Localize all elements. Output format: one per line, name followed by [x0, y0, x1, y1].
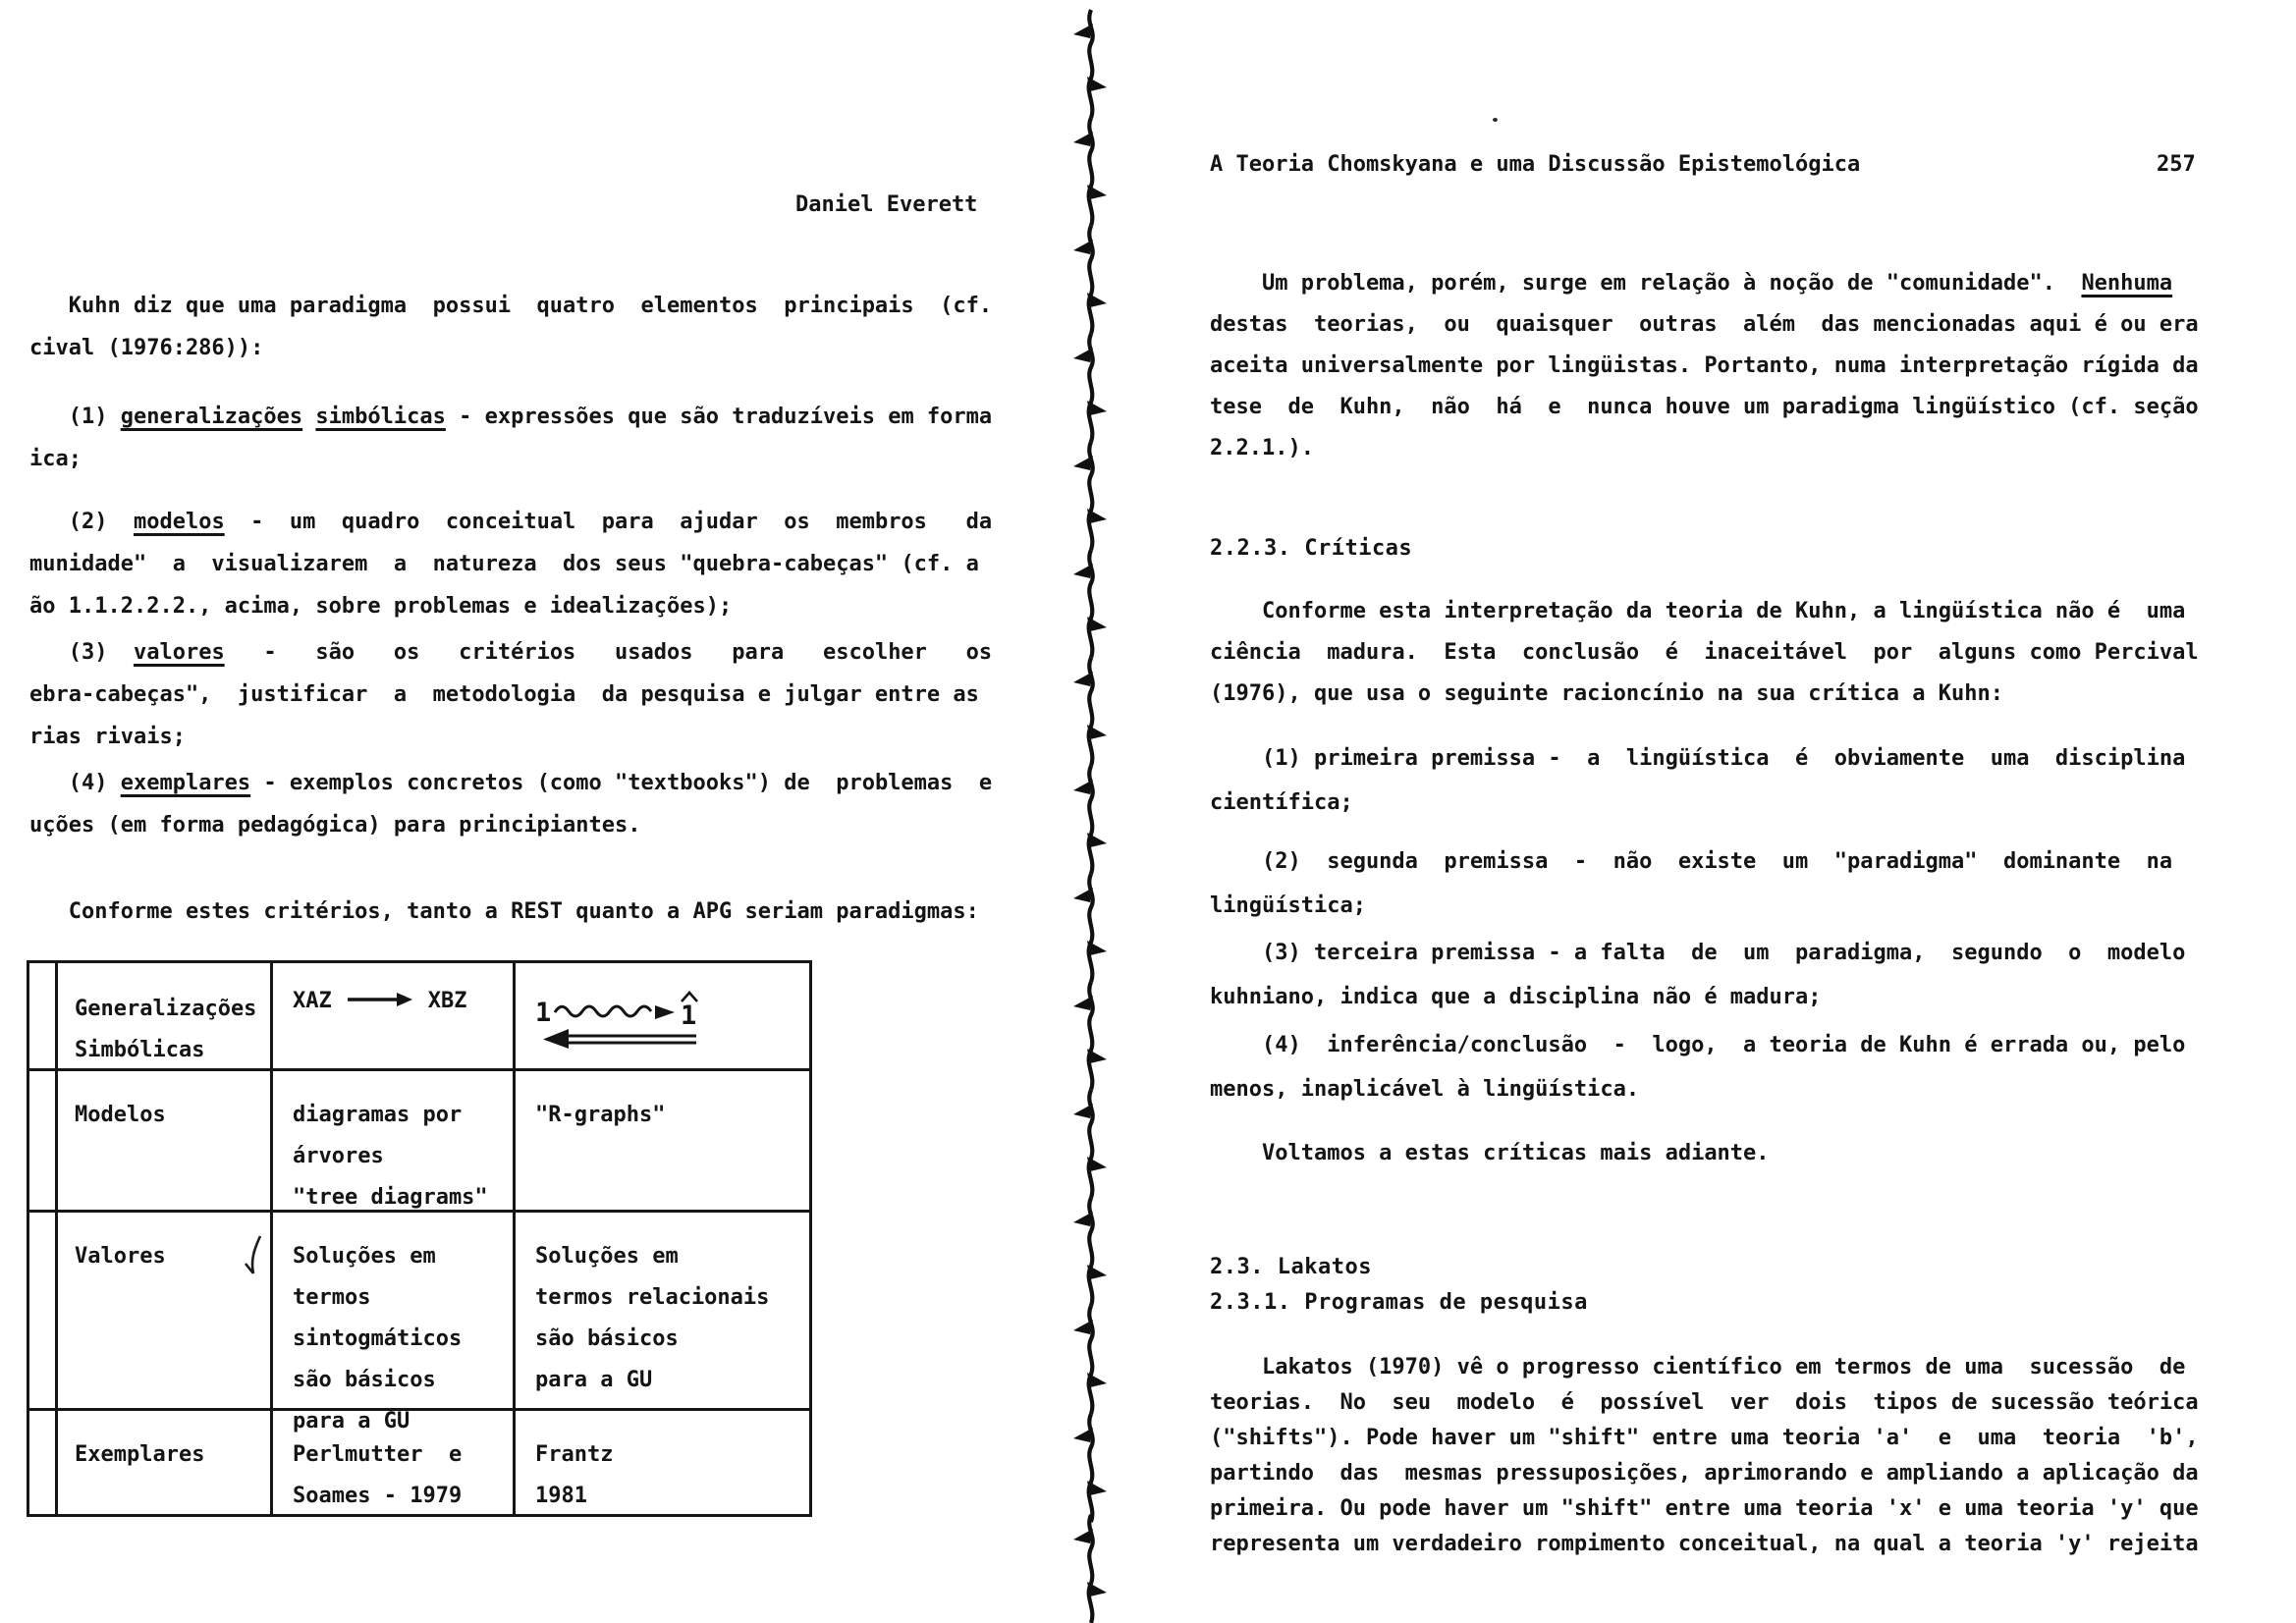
- text-line: [1210, 263, 2199, 304]
- list-item-1: [29, 396, 992, 480]
- text-line: ão 1.1.2.2.2., acima, sobre problemas e idealizações);: [29, 594, 733, 619]
- text-line: partindo das mesmas pressuposições, aprimorando e ampliando a aplicação da: [1210, 1461, 2199, 1486]
- premise-2: [1210, 839, 2172, 928]
- underlined-text: simbólicas: [315, 405, 446, 429]
- text-span: (3): [29, 640, 134, 665]
- text-line: para a GU: [535, 1368, 653, 1392]
- text-line: [29, 396, 992, 438]
- text-line: Soluções em: [535, 1244, 679, 1269]
- table-row: [29, 1071, 809, 1213]
- text-line: tese de Kuhn, não há e nunca houve um paradigma lingüístico (cf. seção: [1210, 395, 2199, 419]
- text-line: são básicos: [293, 1368, 436, 1392]
- squiggle-to-label: 1: [681, 1001, 697, 1031]
- table-cell-squiggle: [516, 963, 809, 1071]
- text-line: [29, 631, 992, 674]
- text-line: Conforme esta interpretação da teoria de Kuhn, a lingüística não é uma: [1210, 599, 2186, 623]
- text-line: termos: [293, 1285, 371, 1310]
- premise-4: [1210, 1023, 2185, 1111]
- text-line: cival (1976:286)):: [29, 336, 264, 360]
- text-span: [302, 405, 315, 429]
- pen-mark: [240, 1233, 265, 1278]
- text-line: destas teorias, ou quaisquer outras além das mencionadas aqui é ou era: [1210, 312, 2199, 337]
- list-item-3: [29, 631, 992, 758]
- text-line: Exemplares: [75, 1442, 205, 1467]
- table-gutter-cell: [29, 1071, 58, 1218]
- text-line: científica;: [1210, 790, 1353, 815]
- text-line: "tree diagrams": [293, 1185, 488, 1210]
- text-line: representa um verdadeiro rompimento conceitual, na qual a teoria 'y' rejeita: [1210, 1532, 2199, 1556]
- list-item-4: [29, 762, 992, 846]
- text-line: 2.2.1.).: [1210, 436, 1314, 460]
- underlined-text: valores: [133, 640, 225, 665]
- text-line: menos, inaplicável à lingüística.: [1210, 1077, 1640, 1102]
- text-line: Lakatos (1970) vê o progresso científico em termos de uma sucessão de: [1210, 1355, 2186, 1380]
- text-line: diagramas por: [293, 1103, 463, 1127]
- table-cell: [273, 1213, 516, 1442]
- text-line: (3) terceira premissa - a falta de um paradigma, segundo o modelo: [1210, 941, 2186, 965]
- text-line: árvores: [293, 1144, 384, 1168]
- text-line: 1981: [535, 1484, 587, 1508]
- text-span: (2): [29, 510, 134, 534]
- underlined-text: exemplares: [120, 771, 251, 795]
- text-line: Voltamos a estas críticas mais adiante.: [1210, 1141, 1770, 1165]
- underlined-text: Nenhuma: [2081, 271, 2173, 296]
- paradigms-table: [27, 960, 812, 1517]
- table-cell: [516, 1071, 809, 1218]
- text-line: ebra-cabeças", justificar a metodologia da pesquisa e julgar entre as: [29, 682, 979, 707]
- text-line: termos relacionais: [535, 1285, 770, 1310]
- paragraph-conforme: Conforme estes critérios, tanto a REST quanto a APG seriam paradigmas:: [29, 899, 979, 924]
- text-line: para a GU: [293, 1409, 410, 1434]
- table-cell: [516, 1411, 809, 1517]
- table-row: [29, 1411, 809, 1514]
- table-label-cell: [55, 1411, 273, 1517]
- scan-speck: [1493, 118, 1498, 122]
- right-arrow-icon: [346, 989, 414, 1010]
- text-line: Soluções em: [293, 1244, 436, 1269]
- text-span: Um problema, porém, surge em relação à noção de "comunidade".: [1210, 271, 2082, 296]
- text-line: Perlmutter e: [293, 1442, 463, 1467]
- text-line: rias rivais;: [29, 725, 186, 749]
- table-row: [29, 1213, 809, 1434]
- premise-3: [1210, 931, 2185, 1019]
- text-line: ica;: [29, 447, 82, 471]
- text-span: (4): [29, 771, 121, 795]
- section-heading-231: 2.3.1. Programas de pesquisa: [1210, 1290, 1588, 1315]
- text-line: uções (em forma pedagógica) para principiantes.: [29, 813, 641, 838]
- paragraph-lakatos: [1210, 1350, 2199, 1562]
- text-line: ciência madura. Esta conclusão é inaceitável por alguns como Percival: [1210, 640, 2199, 665]
- list-item-2: [29, 501, 992, 627]
- text-line: (4) inferência/conclusão - logo, a teoria de Kuhn é errada ou, pelo: [1210, 1033, 2186, 1057]
- table-cell: [273, 1071, 516, 1218]
- text-line: [29, 501, 992, 543]
- squiggle-from-label: 1: [535, 998, 552, 1028]
- paragraph-voltamos: [1210, 1131, 1770, 1175]
- table-gutter-cell: [29, 963, 58, 1071]
- underlined-text: modelos: [133, 510, 225, 534]
- paragraph-conforme-interpretacao: [1210, 591, 2199, 715]
- text-line: ("shifts"). Pode haver um "shift" entre uma teoria 'a' e uma teoria 'b',: [1210, 1426, 2199, 1450]
- underlined-text: generalizações: [120, 405, 303, 429]
- premise-1: [1210, 736, 2185, 825]
- text-span: - são os critérios usados para escolher os: [224, 640, 993, 665]
- text-line: primeira. Ou pode haver um "shift" entre uma teoria 'x' e uma teoria 'y' que: [1210, 1496, 2199, 1521]
- text-line: Simbólicas: [75, 1038, 205, 1062]
- table-gutter-cell: [29, 1213, 58, 1442]
- text-span: - um quadro conceitual para ajudar os membros da: [224, 510, 993, 534]
- text-line: munidade" a visualizarem a natureza dos seus "quebra-cabeças" (cf. a: [29, 552, 979, 576]
- text-line: kuhniano, indica que a disciplina não é madura;: [1210, 985, 1822, 1009]
- table-cell-xaz-xbz: XAZ XBZ: [273, 963, 516, 1071]
- section-heading-223: 2.2.3. Críticas: [1210, 536, 1413, 561]
- running-header-title: A Teoria Chomskyana e uma Discussão Epistemológica: [1210, 152, 1861, 177]
- table-label-cell: [55, 963, 273, 1071]
- spiral-binding-icon: [1056, 0, 1124, 1623]
- text-line: são básicos: [535, 1326, 679, 1351]
- text-line: Valores: [75, 1244, 166, 1269]
- author-name: Daniel Everett: [795, 192, 978, 217]
- table-gutter-cell: [29, 1411, 58, 1517]
- table-cell: [516, 1213, 809, 1442]
- text-line: (2) segunda premissa - não existe um "paradigma" dominante na: [1210, 849, 2173, 874]
- table-row: [29, 963, 809, 1071]
- table-cell: [273, 1411, 516, 1517]
- text-line: "R-graphs": [535, 1103, 666, 1127]
- text-line: Frantz: [535, 1442, 614, 1467]
- paragraph-kuhn: [29, 285, 992, 369]
- text-line: (1) primeira premissa - a lingüística é obviamente uma disciplina: [1210, 746, 2186, 771]
- text-line: Kuhn diz que uma paradigma possui quatro elementos principais (cf.: [29, 294, 993, 318]
- text-span: - expressões que são traduzíveis em forma: [445, 405, 993, 429]
- text-line: sintogmáticos: [293, 1326, 463, 1351]
- squiggle-arrow-icon: [531, 989, 777, 1067]
- text-line: Soames - 1979: [293, 1484, 463, 1508]
- text-line: Generalizações: [75, 997, 257, 1021]
- text-span: (1): [29, 405, 121, 429]
- text-line: (1976), que usa o seguinte racioncínio na sua crítica a Kuhn:: [1210, 681, 2003, 706]
- text-span: - exemplos concretos (como "textbooks") de problemas e: [250, 771, 993, 795]
- table-label-cell: [55, 1071, 273, 1218]
- paragraph-problema: [1210, 263, 2199, 469]
- text-line: lingüística;: [1210, 893, 1366, 918]
- text-line: Modelos: [75, 1103, 166, 1127]
- text-line: aceita universalmente por lingüistas. Portanto, numa interpretação rígida da: [1210, 353, 2199, 378]
- page-number: 257: [2157, 152, 2196, 177]
- text-line: teorias. No seu modelo é possível ver dois tipos de sucessão teórica: [1210, 1390, 2199, 1415]
- section-heading-23: 2.3. Lakatos: [1210, 1255, 1372, 1279]
- text-line: [29, 762, 992, 804]
